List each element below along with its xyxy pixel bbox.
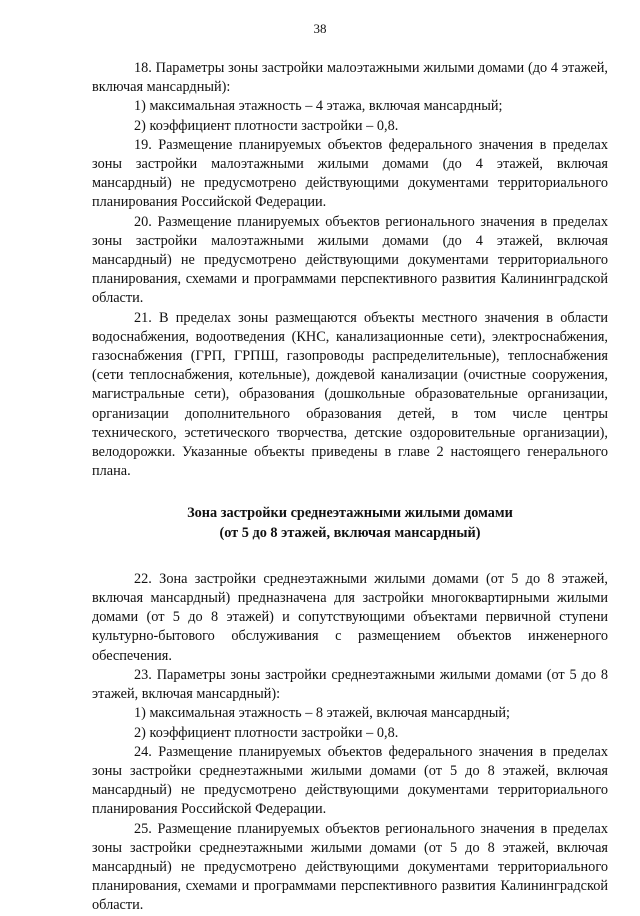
page-number: 38	[313, 21, 327, 36]
section-heading-line-1: Зона застройки среднеэтажными жилыми домами	[187, 505, 513, 522]
paragraph-18-item-1: 1) максимальная этажность – 4 этажа, включая мансардный;	[134, 98, 503, 115]
paragraph-21: 21. В пределах зоны размещаются объекты местного значения в области водоснабжения, водоотведения (КНС, канализационные сети), электроснабжения, газоснабжения (ГРП, ГРПШ, газопроводы распределительные), теплоснабжения (сети теплоснабжения, котельные), дождевой канализации (очистные сооружения, магистральные сети), образования (дошкольные образовательные организации, организации дополнительного образования детей, в том числе центры технического, эстетического творчества, детские оздоровительные организации), велодорожки. Указанные объекты приведены в главе 2 настоящего генерального плана.	[92, 309, 608, 480]
paragraph-18-item-2: 2) коэффициент плотности застройки – 0,8.	[134, 117, 399, 134]
paragraph-23: 23. Параметры зоны застройки среднеэтажными жилыми домами (от 5 до 8 этажей, включая мансардный):	[92, 666, 608, 703]
paragraph-22: 22. Зона застройки среднеэтажными жилыми домами (от 5 до 8 этажей, включая мансардный) предназначена для застройки многоквартирными жилыми домами (от 5 до 8 этажей) и сопутствующими объектами первичной ступени культурно-бытового обслуживания с размещением объектов инженерного обеспечения.	[92, 570, 608, 664]
section-heading	[92, 504, 608, 542]
paragraph-24: 24. Размещение планируемых объектов федерального значения в пределах зоны застройки среднеэтажными жилыми домами (от 5 до 8 этажей, включая мансардный) не предусмотрено действующими документами территориального планирования Российской Федерации.	[92, 743, 608, 818]
paragraph-23-item-1: 1) максимальная этажность – 8 этажей, включая мансардный;	[134, 705, 510, 722]
paragraph-20: 20. Размещение планируемых объектов регионального значения в пределах зоны застройки малоэтажными жилыми домами (до 4 этажей, включая мансардный) не предусмотрено действующими документами территориального планирования, схемами и программами перспективного развития Калининградской области.	[92, 213, 608, 307]
document-body	[92, 59, 608, 916]
paragraph-25: 25. Размещение планируемых объектов регионального значения в пределах зоны застройки среднеэтажными жилыми домами (от 5 до 8 этажей, включая мансардный) не предусмотрено действующими документами территориального планирования, схемами и программами перспективного развития Калининградской области.	[92, 820, 608, 914]
paragraph-18: 18. Параметры зоны застройки малоэтажными жилыми домами (до 4 этажей, включая мансардный):	[92, 60, 608, 96]
paragraph-19: 19. Размещение планируемых объектов федерального значения в пределах зоны застройки малоэтажными жилыми домами (до 4 этажей, включая мансардный) не предусмотрено действующими документами территориального планирования Российской Федерации.	[92, 136, 608, 211]
paragraph-23-item-2: 2) коэффициент плотности застройки – 0,8.	[134, 724, 399, 741]
section-heading-line-2: (от 5 до 8 этажей, включая мансардный)	[219, 524, 481, 541]
